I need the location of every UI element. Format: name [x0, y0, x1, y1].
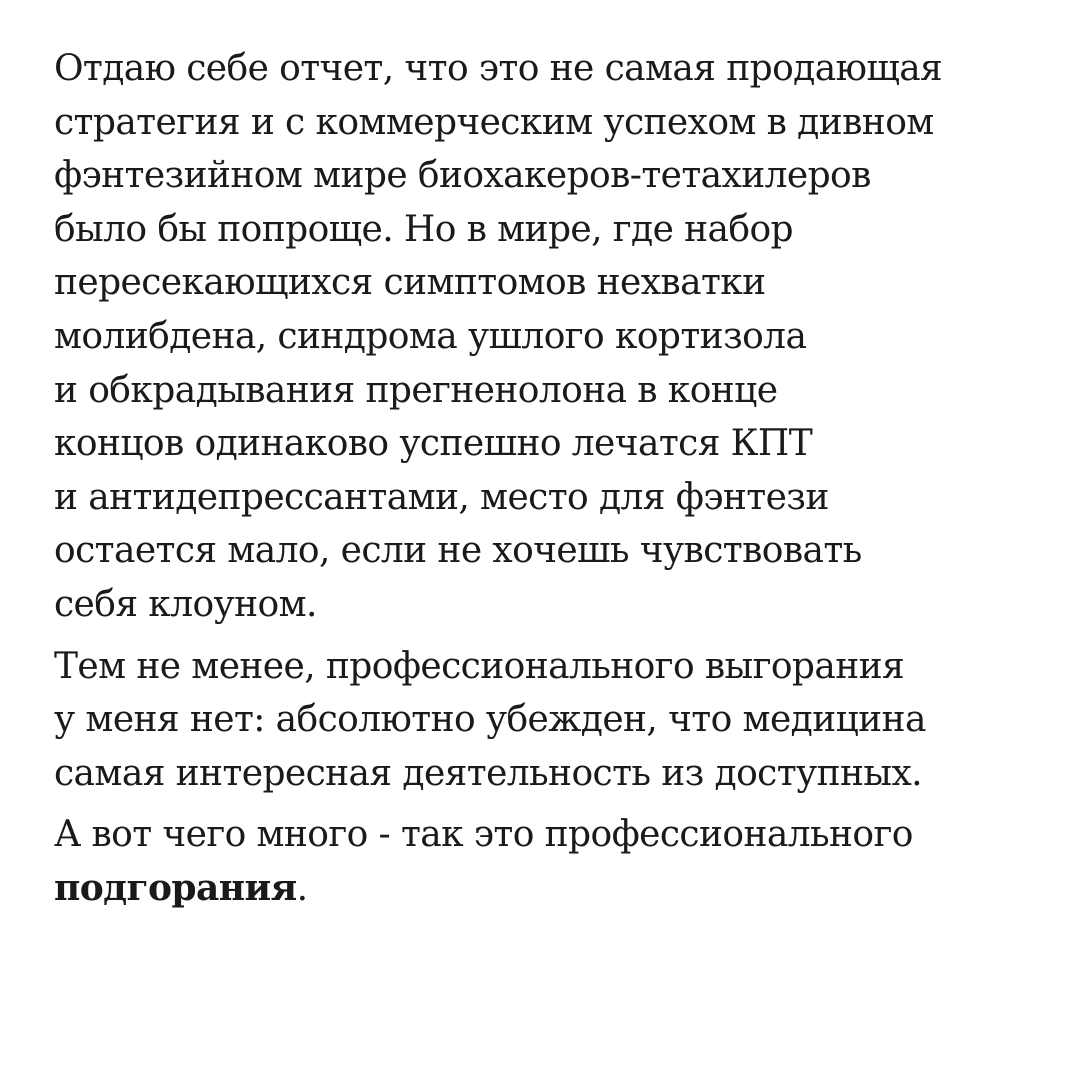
paragraph-2	[54, 640, 1034, 801]
paragraph-1	[54, 42, 1034, 632]
text-line: фэнтезийном мире биохакеров-тетахилеров	[54, 155, 871, 197]
text-line: Тем не менее, профессионального выгорания	[54, 645, 905, 687]
text-line: было бы попроще. Но в мире, где набор	[54, 208, 794, 250]
text-line: А вот чего много - так это профессионального	[54, 814, 913, 856]
text-line: и антидепрессантами, место для фэнтези	[54, 476, 829, 518]
text-line: молибдена, синдрома ушлого кортизола	[54, 315, 807, 357]
text-line: себя клоуном.	[54, 583, 317, 625]
text-line: пересекающихся симптомов нехватки	[54, 262, 766, 304]
text-line: самая интересная деятельность из доступных.	[54, 752, 922, 794]
text-line: у меня нет: абсолютно убежден, что медицина	[54, 699, 926, 741]
document-body	[54, 42, 1034, 916]
text-line: стратегия и с коммерческим успехом в дивном	[54, 101, 934, 143]
text-line: Отдаю себе отчет, что это не самая продающая	[54, 48, 943, 89]
bold-word: подгорания	[54, 866, 297, 909]
paragraph-3	[54, 808, 1034, 915]
text-line: остается мало, если не хочешь чувствовать	[54, 530, 862, 572]
trailing-punctuation: .	[296, 867, 308, 909]
text-line-emphasis	[54, 862, 1034, 916]
text-line: концов одинаково успешно лечатся КПТ	[54, 423, 813, 465]
text-line: и обкрадывания прегненолона в конце	[54, 369, 778, 411]
